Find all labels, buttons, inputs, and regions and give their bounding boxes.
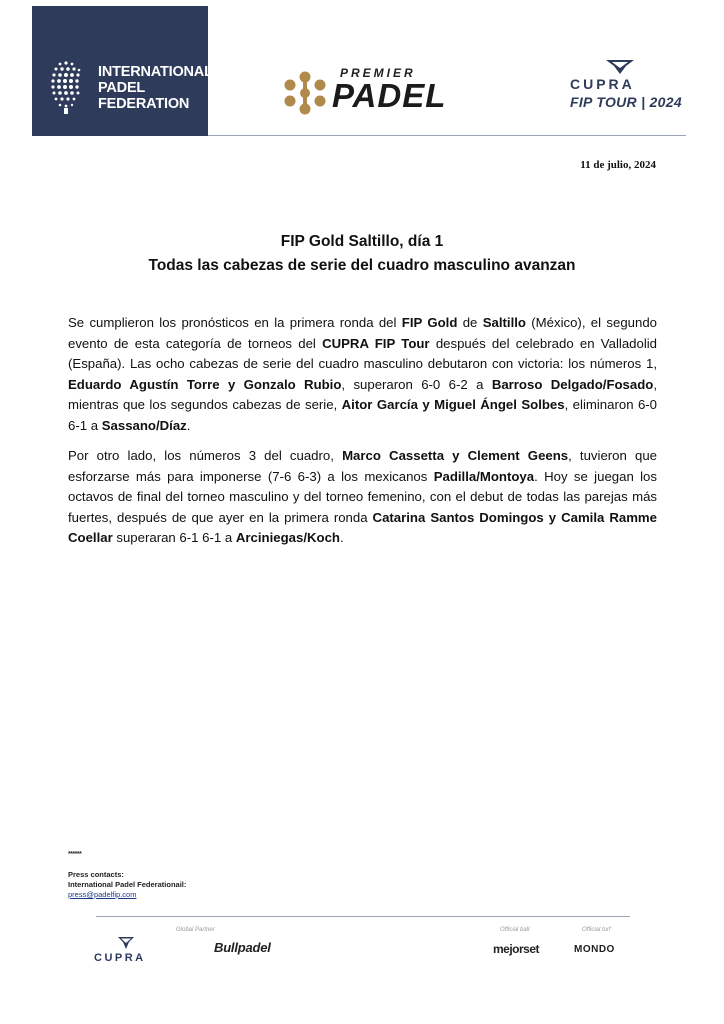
sponsor-bullpadel: Bullpadel <box>214 940 271 955</box>
premier-label: PREMIER <box>340 66 416 80</box>
caption-official-ball: Official ball <box>500 927 530 933</box>
text-span: (México), el segundo evento de esta categoría de torneos del <box>68 315 657 351</box>
headline: FIP Gold Saltillo, día 1 <box>280 233 444 250</box>
press-contacts <box>68 870 186 899</box>
premier-padel-icon <box>282 70 328 116</box>
ipf-line-3: FEDERATION <box>98 96 190 112</box>
cupra-footer-icon <box>118 937 134 949</box>
bold-span: Barroso Delgado/Fosado <box>491 376 654 392</box>
text-span: . <box>339 530 344 545</box>
text-span: Por otro lado, los números 3 del cuadro, <box>68 448 343 463</box>
sponsor-mejorset: mejorset <box>493 942 540 956</box>
press-org: International Padel Federationail: <box>68 879 187 889</box>
bold-span: Aitor García y Miguel Ángel Solbes <box>341 397 565 412</box>
bold-span: Marco Cassetta y Clement Geens <box>342 448 569 463</box>
ipf-name <box>98 64 213 112</box>
sponsor-cupra: CUPRA <box>94 952 146 964</box>
text-span: después del celebrado en Valladolid (España). Las ocho cabezas de serie del cuadro masculino debutaron con victoria: los números 1, <box>68 335 658 371</box>
footer-rule <box>96 916 630 917</box>
text-span: . <box>186 417 191 433</box>
press-label: Press contacts: <box>68 870 124 879</box>
subheadline: Todas las cabezas de serie del cuadro masculino avanzan <box>148 257 576 274</box>
caption-global-partner: Global Partner <box>176 927 215 933</box>
text-span: . Hoy se juegan los octavos de final del torneo masculino y del torneo femenino, con el debut de todas las parejas más fuertes, después de que ayer en la primera ronda <box>68 468 657 525</box>
paragraph-1 <box>68 313 657 436</box>
date: 11 de julio, 2024 <box>580 159 656 171</box>
cupra-icon <box>606 60 634 74</box>
paragraph-2 <box>68 446 657 549</box>
caption-official-turf: Official turf <box>582 927 611 933</box>
ipf-line-1: INTERNATIONAL <box>98 64 213 80</box>
padel-wordmark: PADEL <box>332 77 447 114</box>
bold-span: Saltillo <box>482 315 526 330</box>
text-span: , superaron 6-0 6-2 a <box>341 376 492 392</box>
text-span: superaran 6-1 6-1 a <box>112 530 236 545</box>
separator-stars: ****** <box>68 851 82 858</box>
text-span: de <box>457 315 483 330</box>
press-email-link[interactable]: press@padelfip.com <box>68 889 137 899</box>
ipf-ball-icon <box>50 60 86 114</box>
bold-span: Sassano/Díaz <box>101 417 187 433</box>
ipf-line-2: PADEL <box>98 80 146 96</box>
fip-tour-label: FIP TOUR | 2024 <box>570 94 682 110</box>
bold-span: Padilla/Montoya <box>433 468 535 484</box>
bold-span: Eduardo Agustín Torre y Gonzalo Rubio <box>68 376 342 392</box>
bold-span: Arciniegas/Koch <box>235 530 340 545</box>
text-span: , tuvieron que esforzarse más para imponerse (7-6 6-3) a los mexicanos <box>68 448 657 484</box>
bold-span: CUPRA FIP Tour <box>322 335 430 351</box>
bold-span: Catarina Santos Domingos y Camila Ramme Coellar <box>68 509 657 545</box>
ipf-header-block <box>32 6 213 136</box>
text-span: , eliminaron 6-0 6-1 a <box>68 397 658 433</box>
text-span: Se cumplieron los pronósticos en la primera ronda del <box>68 315 402 330</box>
bold-span: FIP Gold <box>401 315 458 330</box>
sponsor-mondo: MONDO <box>574 944 615 955</box>
header-rule <box>208 135 686 136</box>
cupra-wordmark: CUPRA <box>570 76 635 92</box>
text-span: , mientras que los segundos cabezas de serie, <box>68 376 658 412</box>
